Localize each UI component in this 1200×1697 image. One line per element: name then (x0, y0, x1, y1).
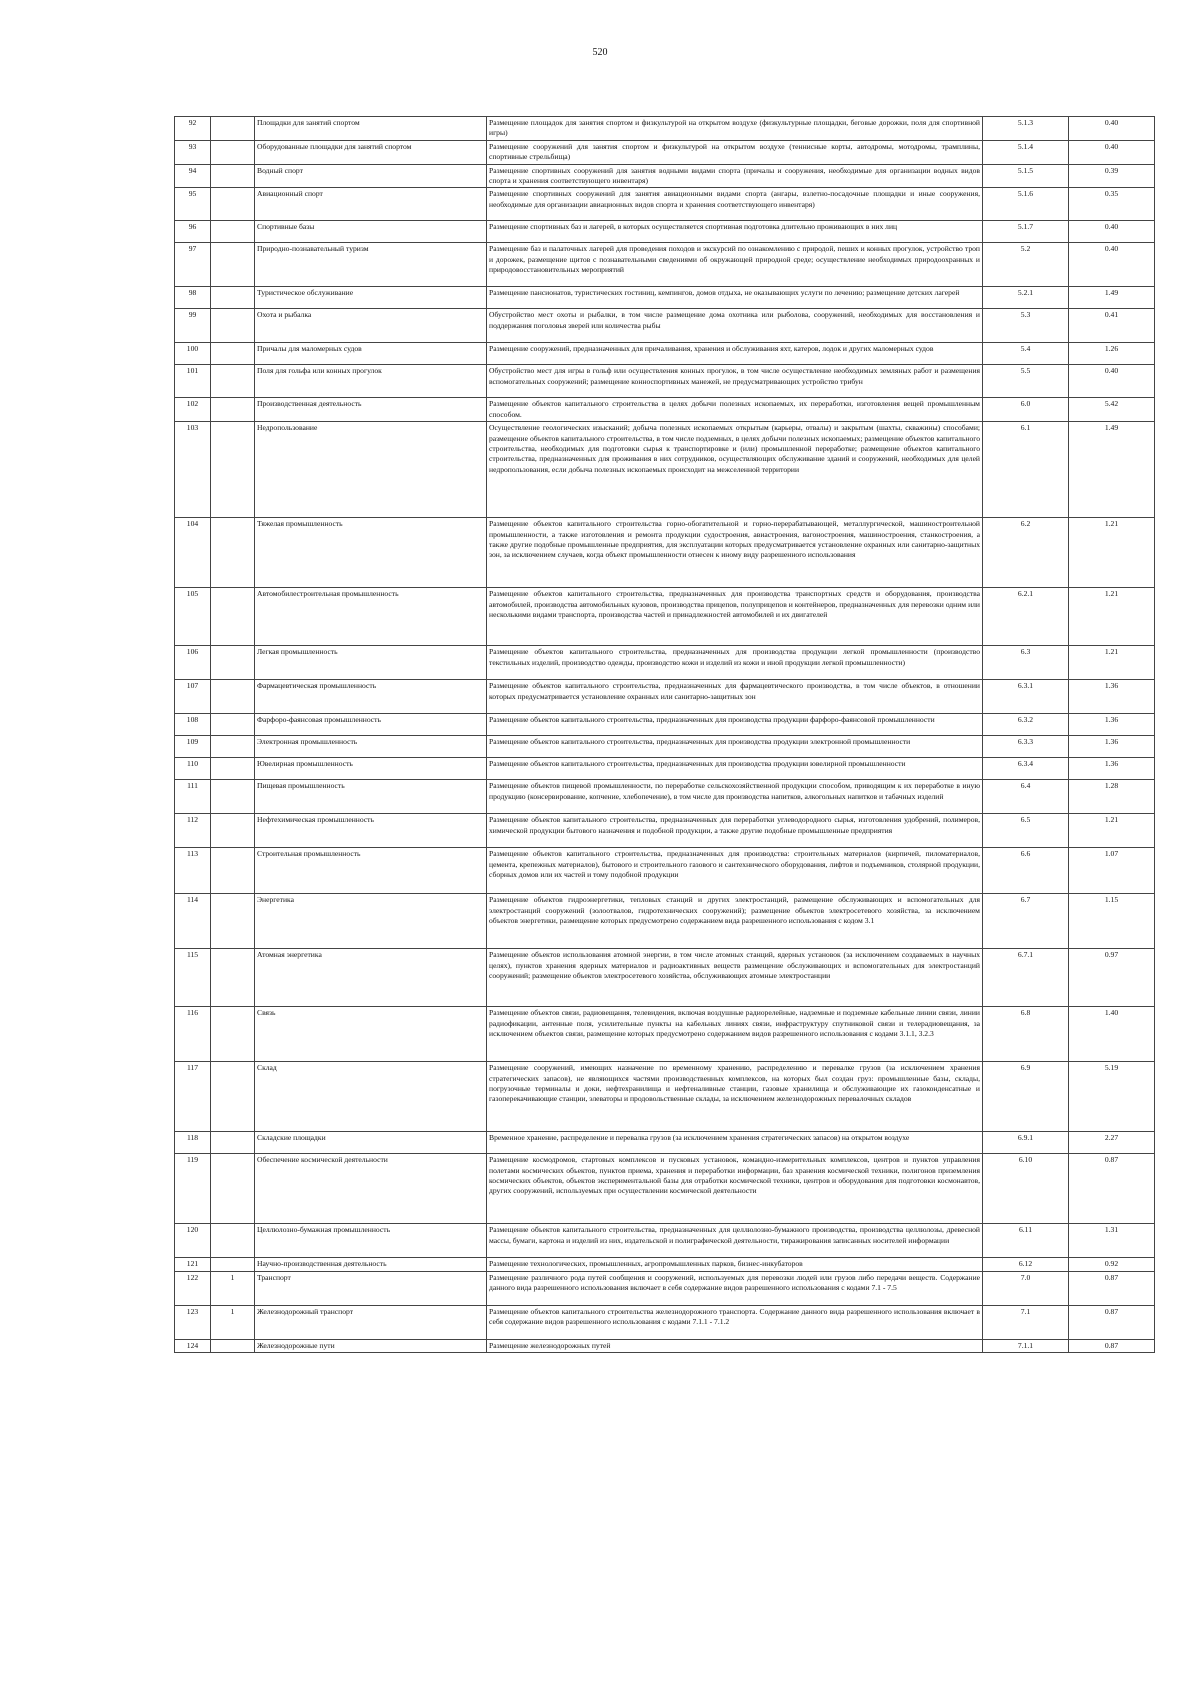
row-description: Размещение объектов капитального строительства, предназначенных для производства продукции фарфоро-фаянсовой промышленности (487, 714, 983, 736)
row-number: 95 (175, 188, 211, 221)
table-row (175, 1062, 1155, 1132)
row-number: 97 (175, 243, 211, 287)
row-description: Осуществление геологических изысканий; добыча полезных ископаемых открытым (карьеры, отвалы) и закрытым (шахты, скважины) способами; размещение объектов капитального строительства, в том числе подземных, в целях добычи полезных ископаемых; размещение объектов капитального строительства, необходимых для подготовки сырья к транспортировке и (или) промышленной переработке; размещение объектов капитального строительства, предназначенных для проживания в них сотрудников, осуществляющих обслуживание зданий и сооружений, необходимых для целей недропользования, если добыча полезных ископаемых происходит на межселенной территории (487, 422, 983, 518)
row-description: Размещение объектов капитального строительства, предназначенных для производства продукции легкой промышленности (производство текстильных изделий, производство одежды, производство кожи и изделий из кожи и иной продукции легкой промышленности) (487, 646, 983, 680)
row-coefficient: 0.87 (1069, 1271, 1155, 1305)
row-code: 6.4 (983, 780, 1069, 814)
table-row (175, 117, 1155, 141)
row-coefficient: 1.49 (1069, 422, 1155, 518)
table-row (175, 243, 1155, 287)
row-description: Размещение космодромов, стартовых комплексов и пусковых установок, командно-измерительных комплексов, центров и пунктов управления полетами космических объектов, пунктов приема, хранения и переработки информации, баз хранения космической техники, полигонов приземления космических объектов, объектов экспериментальной базы для отработки космической техники, центров и оборудования для подготовки космонавтов, других сооружений, используемых при осуществлении космической деятельности (487, 1154, 983, 1224)
row-coefficient: 1.21 (1069, 518, 1155, 588)
table-row (175, 309, 1155, 343)
row-description: Размещение площадок для занятия спортом и физкультурой на открытом воздухе (физкультурные площадки, беговые дорожки, поля для спортивной игры) (487, 117, 983, 141)
table-body (175, 117, 1155, 1353)
row-name: Водный спорт (255, 164, 487, 188)
row-group (211, 140, 255, 164)
row-name: Строительная промышленность (255, 848, 487, 894)
table-row (175, 422, 1155, 518)
row-number: 117 (175, 1062, 211, 1132)
row-group (211, 243, 255, 287)
row-description: Размещение объектов капитального строительства, предназначенных для производства транспортных средств и оборудования, производства автомобилей, производства автомобильных кузовов, производства прицепов, полуприцепов и контейнеров, предназначенных для перевозки одним или несколькими видами транспорта, производства частей и принадлежностей автомобилей и их двигателей (487, 588, 983, 646)
row-group (211, 1258, 255, 1271)
table-row (175, 164, 1155, 188)
table-row (175, 1007, 1155, 1062)
table-row (175, 287, 1155, 309)
row-group (211, 221, 255, 243)
table-row (175, 780, 1155, 814)
row-description: Размещение сооружений, предназначенных для причаливания, хранения и обслуживания яхт, катеров, лодок и других маломерных судов (487, 343, 983, 365)
row-name: Охота и рыбалка (255, 309, 487, 343)
row-name: Площадки для занятий спортом (255, 117, 487, 141)
row-number: 113 (175, 848, 211, 894)
row-number: 119 (175, 1154, 211, 1224)
row-code: 5.2 (983, 243, 1069, 287)
row-coefficient: 1.26 (1069, 343, 1155, 365)
row-coefficient: 1.07 (1069, 848, 1155, 894)
table-row (175, 140, 1155, 164)
row-group (211, 814, 255, 848)
row-description: Размещение пансионатов, туристических гостиниц, кемпингов, домов отдыха, не оказывающих услуги по лечению; размещение детских лагерей (487, 287, 983, 309)
row-code: 6.1 (983, 422, 1069, 518)
row-code: 6.3.4 (983, 758, 1069, 780)
row-code: 6.3.1 (983, 680, 1069, 714)
row-code: 6.10 (983, 1154, 1069, 1224)
row-coefficient: 1.36 (1069, 714, 1155, 736)
row-group (211, 736, 255, 758)
row-name: Транспорт (255, 1271, 487, 1305)
table-row (175, 188, 1155, 221)
row-number: 96 (175, 221, 211, 243)
row-description: Размещение объектов капитального строительства, предназначенных для целлюлозно-бумажного производства, производства целлюлозы, древесной массы, бумаги, картона и изделий из них, издательской и полиграфической деятельности, тиражирования записанных носителей информации (487, 1224, 983, 1258)
row-description: Размещение спортивных баз и лагерей, в которых осуществляется спортивная подготовка длительно проживающих в них лиц (487, 221, 983, 243)
row-description: Размещение объектов гидроэнергетики, тепловых станций и других электростанций, размещение обслуживающих и вспомогательных для электростанций сооружений (золоотвалов, гидротехнических сооружений); размещение объектов электросетевого хозяйства, за исключением объектов энергетики, размещение которых предусмотрено содержанием вида разрешенного использования с кодом 3.1 (487, 894, 983, 949)
row-group: 1 (211, 1271, 255, 1305)
row-description: Размещение железнодорожных путей (487, 1339, 983, 1352)
row-coefficient: 0.35 (1069, 188, 1155, 221)
row-group (211, 758, 255, 780)
row-name: Атомная энергетика (255, 949, 487, 1007)
table-row (175, 1271, 1155, 1305)
row-code: 7.1 (983, 1305, 1069, 1339)
row-coefficient: 0.40 (1069, 365, 1155, 398)
row-description: Размещение объектов капитального строительства, предназначенных для переработки углеводородного сырья, изготовления удобрений, полимеров, химической продукции бытового назначения и подобной продукции, а также другие подобные промышленные предприятия (487, 814, 983, 848)
row-code: 6.12 (983, 1258, 1069, 1271)
row-coefficient: 0.39 (1069, 164, 1155, 188)
row-description: Размещение сооружений, имеющих назначение по временному хранению, распределению и перевалке грузов (за исключением хранения стратегических запасов), не являющихся частями производственных комплексов, на которых был создан груз: промышленные базы, склады, погрузочные терминалы и доки, нефтехранилища и нефтеналивные станции, газовые хранилища и обслуживающие их газоконденсатные и газоперекачивающие станции, элеваторы и продовольственные склады, за исключением железнодорожных перевалочных складов (487, 1062, 983, 1132)
row-number: 114 (175, 894, 211, 949)
row-group (211, 518, 255, 588)
row-name: Ювелирная промышленность (255, 758, 487, 780)
table-row (175, 1154, 1155, 1224)
table-row (175, 343, 1155, 365)
table-row (175, 848, 1155, 894)
row-code: 7.0 (983, 1271, 1069, 1305)
row-number: 110 (175, 758, 211, 780)
table-row (175, 814, 1155, 848)
table-row (175, 1258, 1155, 1271)
row-group (211, 949, 255, 1007)
row-number: 115 (175, 949, 211, 1007)
table-row (175, 221, 1155, 243)
row-number: 120 (175, 1224, 211, 1258)
row-group (211, 365, 255, 398)
row-group (211, 1007, 255, 1062)
row-coefficient: 0.40 (1069, 243, 1155, 287)
row-number: 103 (175, 422, 211, 518)
row-name: Энергетика (255, 894, 487, 949)
row-coefficient: 0.40 (1069, 221, 1155, 243)
row-number: 102 (175, 398, 211, 422)
table-row (175, 398, 1155, 422)
row-number: 124 (175, 1339, 211, 1352)
table-row (175, 1305, 1155, 1339)
row-name: Целлюлозно-бумажная промышленность (255, 1224, 487, 1258)
row-code: 5.1.5 (983, 164, 1069, 188)
row-group (211, 164, 255, 188)
table-row (175, 894, 1155, 949)
row-name: Электронная промышленность (255, 736, 487, 758)
row-name: Недропользование (255, 422, 487, 518)
row-coefficient: 1.21 (1069, 814, 1155, 848)
row-group (211, 1224, 255, 1258)
row-number: 123 (175, 1305, 211, 1339)
row-code: 6.8 (983, 1007, 1069, 1062)
row-group (211, 894, 255, 949)
row-group (211, 780, 255, 814)
row-number: 100 (175, 343, 211, 365)
row-coefficient: 0.40 (1069, 117, 1155, 141)
row-group (211, 714, 255, 736)
row-group (211, 422, 255, 518)
row-description: Обустройство мест для игры в гольф или осуществления конных прогулок, в том числе осуществление необходимых земляных работ и размещения вспомогательных сооружений; размещение конноспортивных манежей, не предусматривающих устройство трибун (487, 365, 983, 398)
row-coefficient: 1.49 (1069, 287, 1155, 309)
row-name: Автомобилестроительная промышленность (255, 588, 487, 646)
table-row (175, 758, 1155, 780)
row-name: Тяжелая промышленность (255, 518, 487, 588)
row-code: 5.5 (983, 365, 1069, 398)
row-code: 5.3 (983, 309, 1069, 343)
row-group (211, 1154, 255, 1224)
row-number: 107 (175, 680, 211, 714)
row-group (211, 188, 255, 221)
row-number: 122 (175, 1271, 211, 1305)
row-name: Фарфоро-фаянсовая промышленность (255, 714, 487, 736)
row-name: Нефтехимическая промышленность (255, 814, 487, 848)
row-description: Размещение объектов капитального строительства железнодорожного транспорта. Содержание данного вида разрешенного использования включает в себя содержание видов разрешенного использования с кодами 7.1.1 - 7.1.2 (487, 1305, 983, 1339)
row-description: Размещение объектов пищевой промышленности, по переработке сельскохозяйственной продукции способом, приводящим к их переработке в иную продукцию (консервирование, копчение, хлебопечение), в том числе для производства напитков, алкогольных напитков и табачных изделий (487, 780, 983, 814)
row-name: Железнодорожный транспорт (255, 1305, 487, 1339)
row-group (211, 1339, 255, 1352)
row-code: 7.1.1 (983, 1339, 1069, 1352)
table-row (175, 646, 1155, 680)
row-coefficient: 1.21 (1069, 646, 1155, 680)
row-number: 92 (175, 117, 211, 141)
row-number: 111 (175, 780, 211, 814)
row-group (211, 680, 255, 714)
row-number: 106 (175, 646, 211, 680)
row-code: 6.2.1 (983, 588, 1069, 646)
row-coefficient: 5.42 (1069, 398, 1155, 422)
row-coefficient: 0.87 (1069, 1339, 1155, 1352)
row-number: 121 (175, 1258, 211, 1271)
row-description: Размещение объектов капитального строительства, предназначенных для производства продукции электронной промышленности (487, 736, 983, 758)
row-coefficient: 1.21 (1069, 588, 1155, 646)
table-row (175, 518, 1155, 588)
row-code: 6.3.3 (983, 736, 1069, 758)
row-code: 6.9 (983, 1062, 1069, 1132)
table-row (175, 588, 1155, 646)
row-group (211, 343, 255, 365)
land-use-table (174, 116, 1155, 1353)
row-number: 101 (175, 365, 211, 398)
row-description: Размещение объектов капитального строительства, предназначенных для производства: строительных материалов (кирпичей, пиломатериалов, цемента, крепежных материалов), бытового и строительного газового и сантехнического оборудования, лифтов и подъемников, столярной продукции, сборных домов или их частей и тому подобной продукции (487, 848, 983, 894)
row-description: Размещение объектов капитального строительства в целях добычи полезных ископаемых, их переработки, изготовления вещей промышленным способом. (487, 398, 983, 422)
row-coefficient: 0.40 (1069, 140, 1155, 164)
table-row (175, 714, 1155, 736)
row-code: 6.2 (983, 518, 1069, 588)
row-name: Оборудованные площадки для занятий спортом (255, 140, 487, 164)
row-coefficient: 1.36 (1069, 680, 1155, 714)
row-number: 112 (175, 814, 211, 848)
row-group (211, 588, 255, 646)
row-code: 5.1.6 (983, 188, 1069, 221)
row-number: 118 (175, 1132, 211, 1154)
row-description: Размещение баз и палаточных лагерей для проведения походов и экскурсий по ознакомлению с природой, пеших и конных прогулок, устройство троп и дорожек, размещение щитов с познавательными сведениями об окружающей природной среде; осуществление необходимых природоохранных и природовосстановительных мероприятий (487, 243, 983, 287)
row-number: 105 (175, 588, 211, 646)
row-code: 6.11 (983, 1224, 1069, 1258)
row-description: Временное хранение, распределение и перевалка грузов (за исключением хранения стратегических запасов) на открытом воздухе (487, 1132, 983, 1154)
row-coefficient: 1.31 (1069, 1224, 1155, 1258)
row-code: 5.1.3 (983, 117, 1069, 141)
row-group (211, 1062, 255, 1132)
page-number: 520 (592, 47, 608, 58)
row-description: Размещение объектов капитального строительства, предназначенных для фармацевтического производства, в том числе объектов, в отношении которых предусматривается установление охранных или санитарно-защитных зон (487, 680, 983, 714)
row-coefficient: 0.41 (1069, 309, 1155, 343)
row-name: Производственная деятельность (255, 398, 487, 422)
row-group (211, 646, 255, 680)
row-name: Спортивные базы (255, 221, 487, 243)
row-number: 99 (175, 309, 211, 343)
row-name: Обеспечение космической деятельности (255, 1154, 487, 1224)
row-code: 5.4 (983, 343, 1069, 365)
row-number: 93 (175, 140, 211, 164)
row-number: 116 (175, 1007, 211, 1062)
row-code: 6.0 (983, 398, 1069, 422)
row-number: 94 (175, 164, 211, 188)
row-group (211, 117, 255, 141)
row-name: Складские площадки (255, 1132, 487, 1154)
row-name: Склад (255, 1062, 487, 1132)
row-name: Связь (255, 1007, 487, 1062)
table-row (175, 1339, 1155, 1352)
row-description: Размещение спортивных сооружений для занятия авиационными видами спорта (ангары, взлетно-посадочные площадки и иные сооружения, необходимые для организации авиационных видов спорта и хранения соответствующего инвентаря) (487, 188, 983, 221)
row-name: Туристическое обслуживание (255, 287, 487, 309)
row-coefficient: 1.36 (1069, 758, 1155, 780)
table-row (175, 680, 1155, 714)
row-code: 6.3.2 (983, 714, 1069, 736)
row-description: Размещение объектов использования атомной энергии, в том числе атомных станций, ядерных установок (за исключением создаваемых в научных целях), пунктов хранения ядерных материалов и радиоактивных веществ размещение обслуживающих и вспомогательных для электростанций сооружений; размещение объектов электросетевого хозяйства, обслуживающих атомные электростанции (487, 949, 983, 1007)
row-number: 109 (175, 736, 211, 758)
row-name: Причалы для маломерных судов (255, 343, 487, 365)
row-name: Авиационный спорт (255, 188, 487, 221)
row-name: Поля для гольфа или конных прогулок (255, 365, 487, 398)
row-coefficient: 0.92 (1069, 1258, 1155, 1271)
row-description: Размещение технологических, промышленных, агропромышленных парков, бизнес-инкубаторов (487, 1258, 983, 1271)
row-coefficient: 0.87 (1069, 1154, 1155, 1224)
row-group (211, 287, 255, 309)
row-group: 1 (211, 1305, 255, 1339)
row-description: Размещение объектов капитального строительства горно-обогатительной и горно-перерабатывающей, металлургической, машиностроительной промышленности, а также изготовления и ремонта продукции судостроения, авиастроения, вагоностроения, машиностроения, станкостроения, а также другие подобные промышленные предприятия, для эксплуатации которых предусматривается установление охранных или санитарно-защитных зон, за исключением случаев, когда объект промышленности отнесен к иному виду разрешенного использования (487, 518, 983, 588)
row-group (211, 398, 255, 422)
row-coefficient: 2.27 (1069, 1132, 1155, 1154)
row-description: Размещение сооружений для занятия спортом и физкультурой на открытом воздухе (теннисные корты, автодромы, мотодромы, трамплины, спортивные стрельбища) (487, 140, 983, 164)
row-number: 108 (175, 714, 211, 736)
table-row (175, 1132, 1155, 1154)
row-coefficient: 5.19 (1069, 1062, 1155, 1132)
row-code: 5.1.7 (983, 221, 1069, 243)
table-row (175, 736, 1155, 758)
row-code: 5.1.4 (983, 140, 1069, 164)
row-coefficient: 1.15 (1069, 894, 1155, 949)
row-code: 6.7.1 (983, 949, 1069, 1007)
row-name: Научно-производственная деятельность (255, 1258, 487, 1271)
row-name: Фармацевтическая промышленность (255, 680, 487, 714)
row-coefficient: 1.36 (1069, 736, 1155, 758)
row-code: 6.9.1 (983, 1132, 1069, 1154)
row-description: Обустройство мест охоты и рыбалки, в том числе размещение дома охотника или рыболова, сооружений, необходимых для восстановления и поддержания поголовья зверей или количества рыбы (487, 309, 983, 343)
row-name: Железнодорожные пути (255, 1339, 487, 1352)
row-description: Размещение спортивных сооружений для занятия водными видами спорта (причалы и сооружения, необходимые для организации водных видов спорта и хранения соответствующего инвентаря) (487, 164, 983, 188)
row-code: 6.5 (983, 814, 1069, 848)
row-coefficient: 1.40 (1069, 1007, 1155, 1062)
row-description: Размещение объектов связи, радиовещания, телевидения, включая воздушные радиорелейные, надземные и подземные кабельные линии связи, линии радиофикации, антенные поля, усилительные пункты на кабельных линиях связи, инфраструктуру спутниковой связи и телерадиовещания, за исключением объектов связи, размещение которых предусмотрено содержанием видов разрешенного использования с кодами 3.1.1, 3.2.3 (487, 1007, 983, 1062)
table-row (175, 949, 1155, 1007)
row-name: Природно-познавательный туризм (255, 243, 487, 287)
row-number: 104 (175, 518, 211, 588)
row-group (211, 1132, 255, 1154)
row-code: 6.6 (983, 848, 1069, 894)
row-description: Размещение различного рода путей сообщения и сооружений, используемых для перевозки людей или грузов либо передачи веществ. Содержание данного вида разрешенного использования включает в себя содержание видов разрешенного использования с кодами 7.1 - 7.5 (487, 1271, 983, 1305)
table-row (175, 1224, 1155, 1258)
row-code: 6.3 (983, 646, 1069, 680)
row-number: 98 (175, 287, 211, 309)
row-code: 5.2.1 (983, 287, 1069, 309)
row-group (211, 848, 255, 894)
table-row (175, 365, 1155, 398)
row-group (211, 309, 255, 343)
row-description: Размещение объектов капитального строительства, предназначенных для производства продукции ювелирной промышленности (487, 758, 983, 780)
row-coefficient: 0.87 (1069, 1305, 1155, 1339)
row-code: 6.7 (983, 894, 1069, 949)
row-name: Пищевая промышленность (255, 780, 487, 814)
row-name: Легкая промышленность (255, 646, 487, 680)
row-coefficient: 1.28 (1069, 780, 1155, 814)
row-coefficient: 0.97 (1069, 949, 1155, 1007)
